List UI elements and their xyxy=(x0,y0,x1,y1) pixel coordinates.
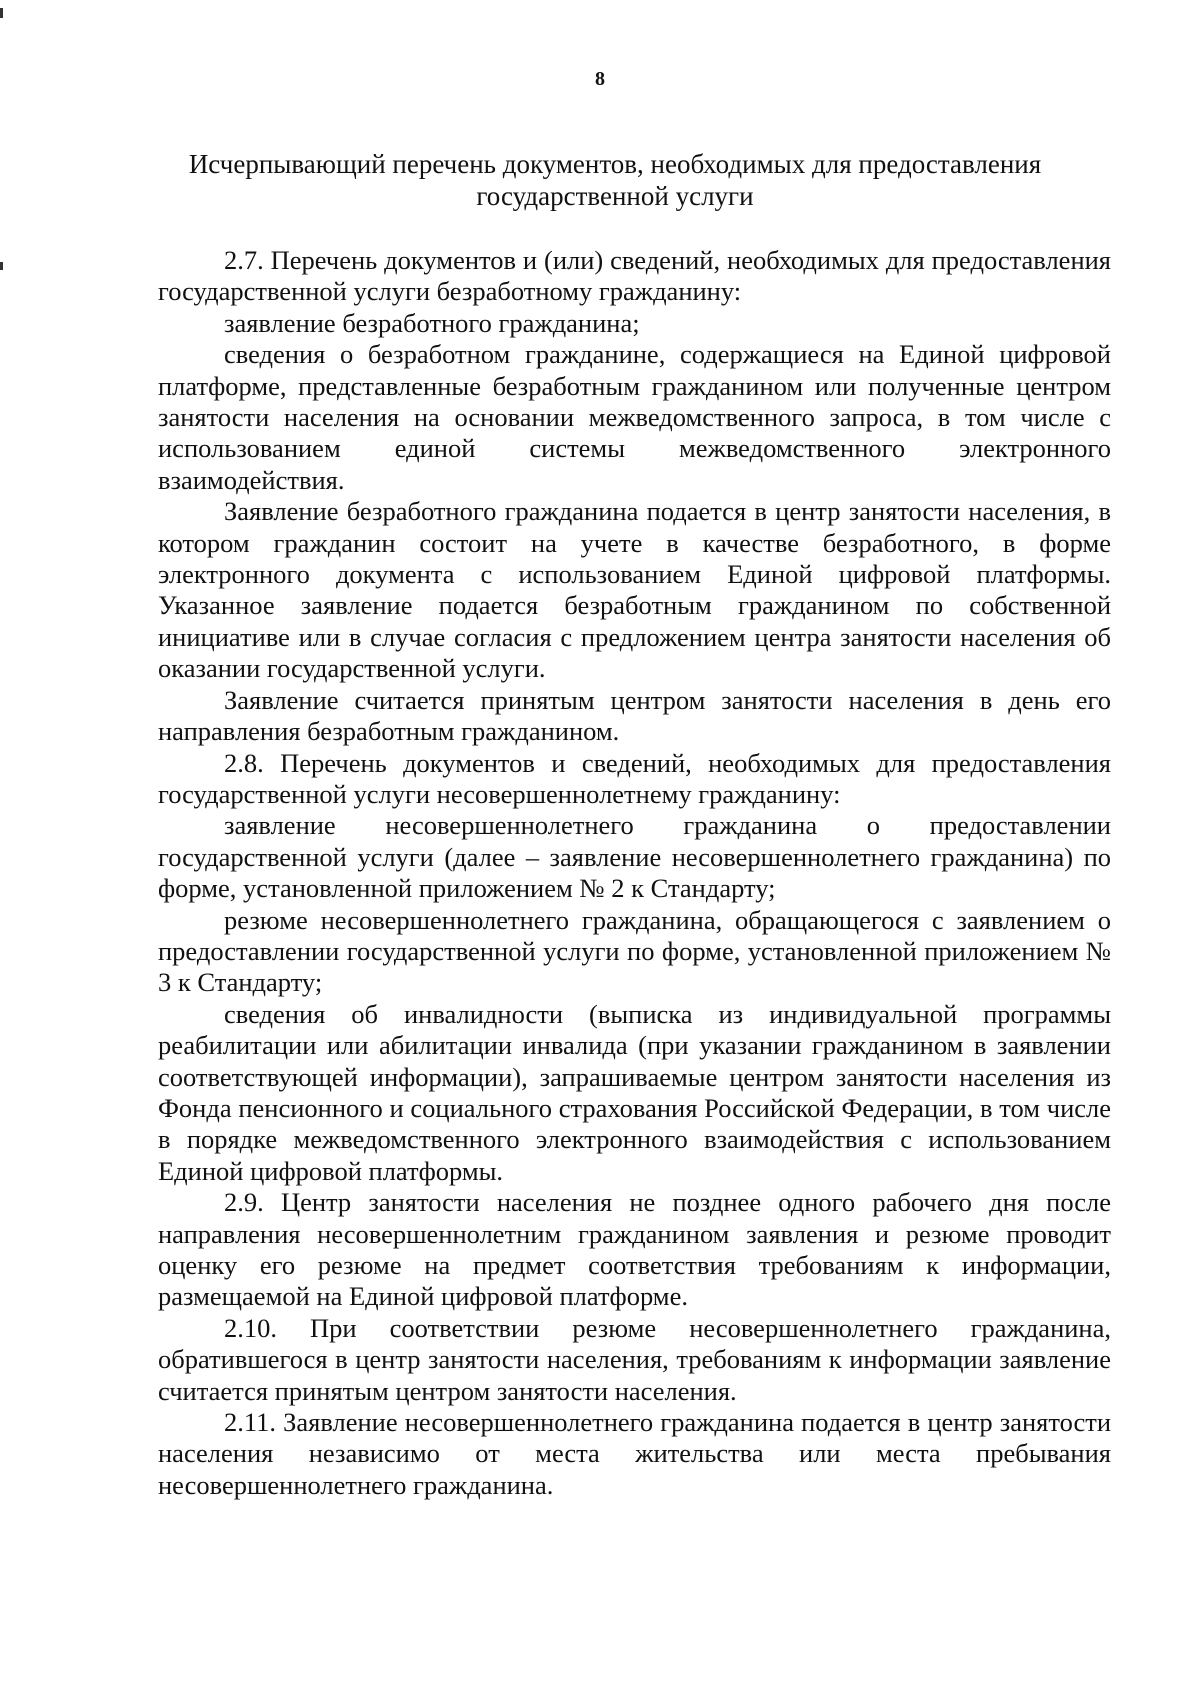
scan-artifact xyxy=(0,8,3,18)
paragraph: Заявление считается принятым центром занятости населения в день его направления безработным гражданином. xyxy=(158,684,1111,747)
paragraph: Заявление безработного гражданина подается в центр занятости населения, в котором гражданин состоит на учете в качестве безработного, в форме электронного документа с использованием Единой цифровой платформы. Указанное заявление подается безработным гражданином по собственной инициативе или в случае согласия с предложением центра занятости населения об оказании государственной услуги. xyxy=(158,496,1111,684)
paragraph: сведения об инвалидности (выписка из индивидуальной программы реабилитации или абилитации инвалида (при указании гражданином в заявлении соответствующей информации), запрашиваемые центром занятости населения из Фонда пенсионного и социального страхования Российской Федерации, в том числе в порядке межведомственного электронного взаимодействия с использованием Единой цифровой платформы. xyxy=(158,998,1111,1186)
paragraph: сведения о безработном гражданине, содержащиеся на Единой цифровой платформе, представленные безработным гражданином или полученные центром занятости населения на основании межведомственного запроса, в том числе с использованием единой системы межведомственного электронного взаимодействия. xyxy=(158,339,1111,495)
paragraph: резюме несовершеннолетнего гражданина, обращающегося с заявлением о предоставлении государственной услуги по форме, установленной приложением № 3 к Стандарту; xyxy=(158,904,1111,998)
paragraph: заявление несовершеннолетнего гражданина о предоставлении государственной услуги (далее – заявление несовершеннолетнего гражданина) по форме, установленной приложением № 2 к Стандарту; xyxy=(158,810,1111,904)
page-number: 8 xyxy=(595,68,605,90)
paragraph: заявление безработного гражданина; xyxy=(224,307,640,338)
paragraph: 2.10. При соответствии резюме несовершеннолетнего гражданина, обратившегося в центр занятости населения, требованиям к информации заявление считается принятым центром занятости населения. xyxy=(158,1312,1111,1406)
paragraph: 2.11. Заявление несовершеннолетнего гражданина подается в центр занятости населения независимо от места жительства или места пребывания несовершеннолетнего гражданина. xyxy=(158,1407,1111,1500)
paragraph: 2.9. Центр занятости населения не позднее одного рабочего дня после направления несовершеннолетним гражданином заявления и резюме проводит оценку его резюме на предмет соответствия требованиям к информации, размещаемой на Единой цифровой платформе. xyxy=(158,1187,1111,1312)
document-body xyxy=(158,245,1111,1501)
scan-artifact xyxy=(0,262,3,270)
paragraph: 2.8. Перечень документов и сведений, необходимых для предоставления государственной услуги несовершеннолетнему гражданину: xyxy=(158,747,1111,809)
section-title: Исчерпывающий перечень документов, необходимых для предоставления государственной услуги xyxy=(188,149,1042,211)
paragraph: 2.7. Перечень документов и (или) сведений, необходимых для предоставления государственной услуги безработному гражданину: xyxy=(158,245,1111,307)
